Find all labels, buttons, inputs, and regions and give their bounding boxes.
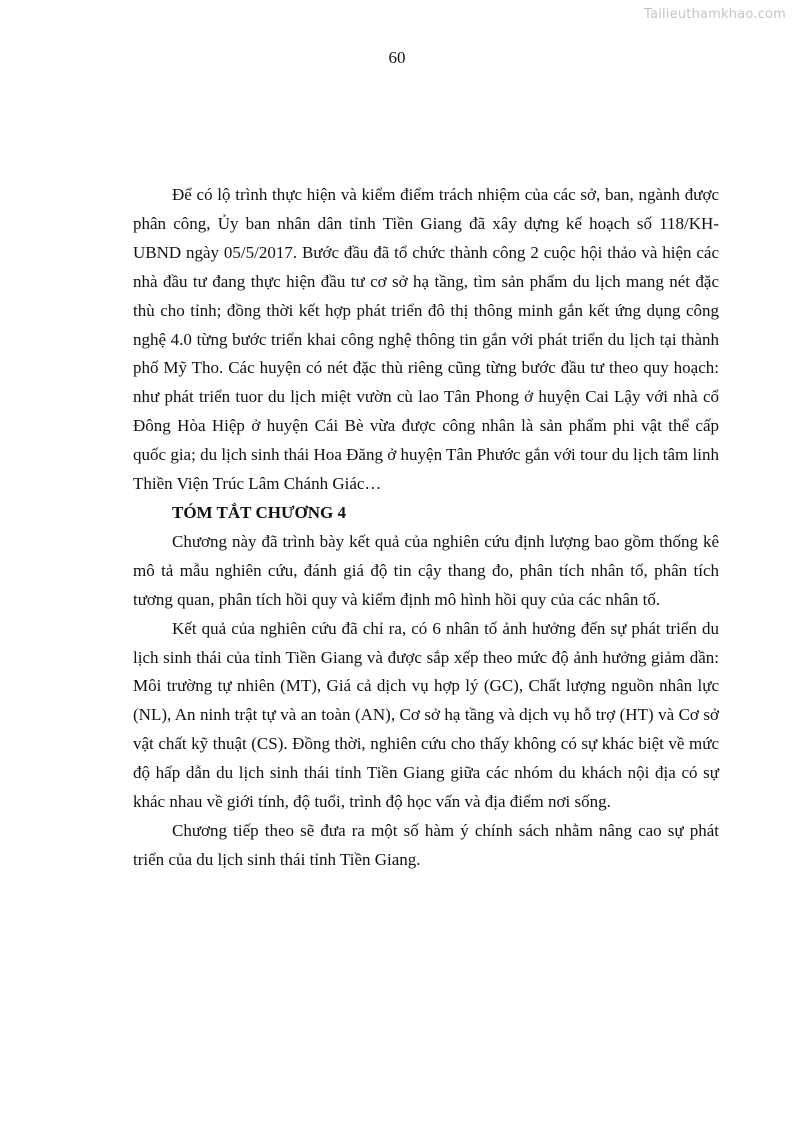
section-heading: TÓM TẮT CHƯƠNG 4 [172,502,346,522]
document-body [133,181,719,875]
watermark-text: Tailieuthamkhao.com [644,7,786,22]
page-number: 60 [388,48,406,67]
body-paragraph: Chương tiếp theo sẽ đưa ra một số hàm ý chính sách nhằm nâng cao sự phát triển của du lịch sinh thái tỉnh Tiền Giang. [133,820,719,869]
body-paragraph: Chương này đã trình bày kết quả của nghiên cứu định lượng bao gồm thống kê mô tả mẫu nghiên cứu, đánh giá độ tin cậy thang đo, phân tích nhân tố, phân tích tương quan, phân tích hồi quy và kiểm định mô hình hồi quy của các nhân tố. [133,531,719,609]
body-paragraph: Kết quả của nghiên cứu đã chỉ ra, có 6 nhân tố ảnh hưởng đến sự phát triển du lịch sinh thái của tỉnh Tiền Giang và được sắp xếp theo mức độ ảnh hưởng giảm dần: Môi trường tự nhiên (MT), Giá cả dịch vụ hợp lý (GC), Chất lượng nguồn nhân lực (NL), An ninh trật tự và an toàn (AN), Cơ sở hạ tầng và dịch vụ hỗ trợ (HT) và Cơ sở vật chất kỹ thuật (CS). Đồng thời, nghiên cứu cho thấy không có sự khác biệt về mức độ hấp dẫn du lịch sinh thái tỉnh Tiền Giang giữa các nhóm du khách nội địa có sự khác nhau về giới tính, độ tuổi, trình độ học vấn và địa điểm nơi sống. [133,618,719,812]
body-paragraph: Để có lộ trình thực hiện và kiểm điểm trách nhiệm của các sở, ban, ngành được phân công, Ủy ban nhân dân tỉnh Tiền Giang đã xây dựng kế hoạch số 118/KH-UBND ngày 05/5/2017. Bước đầu đã tổ chức thành công 2 cuộc hội thảo và hiện các nhà đầu tư đang thực hiện đầu tư cơ sở hạ tầng, tìm sản phẩm du lịch mang nét đặc thù cho tỉnh; đồng thời kết hợp phát triển đô thị thông minh gắn kết ứng dụng công nghệ 4.0 từng bước triển khai công nghệ thông tin gắn với phát triển du lịch tại thành phố Mỹ Tho. Các huyện có nét đặc thù riêng cũng từng bước đầu tư theo quy hoạch: như phát triển tuor du lịch miệt vườn cù lao Tân Phong ở huyện Cai Lậy với nhà cổ Đông Hòa Hiệp ở huyện Cái Bè vừa được công nhân là sản phẩm phi vật thể cấp quốc gia; du lịch sinh thái Hoa Đăng ở huyện Tân Phước gắn với tour du lịch tâm linh Thiền Viện Trúc Lâm Chánh Giác… [133,185,719,494]
